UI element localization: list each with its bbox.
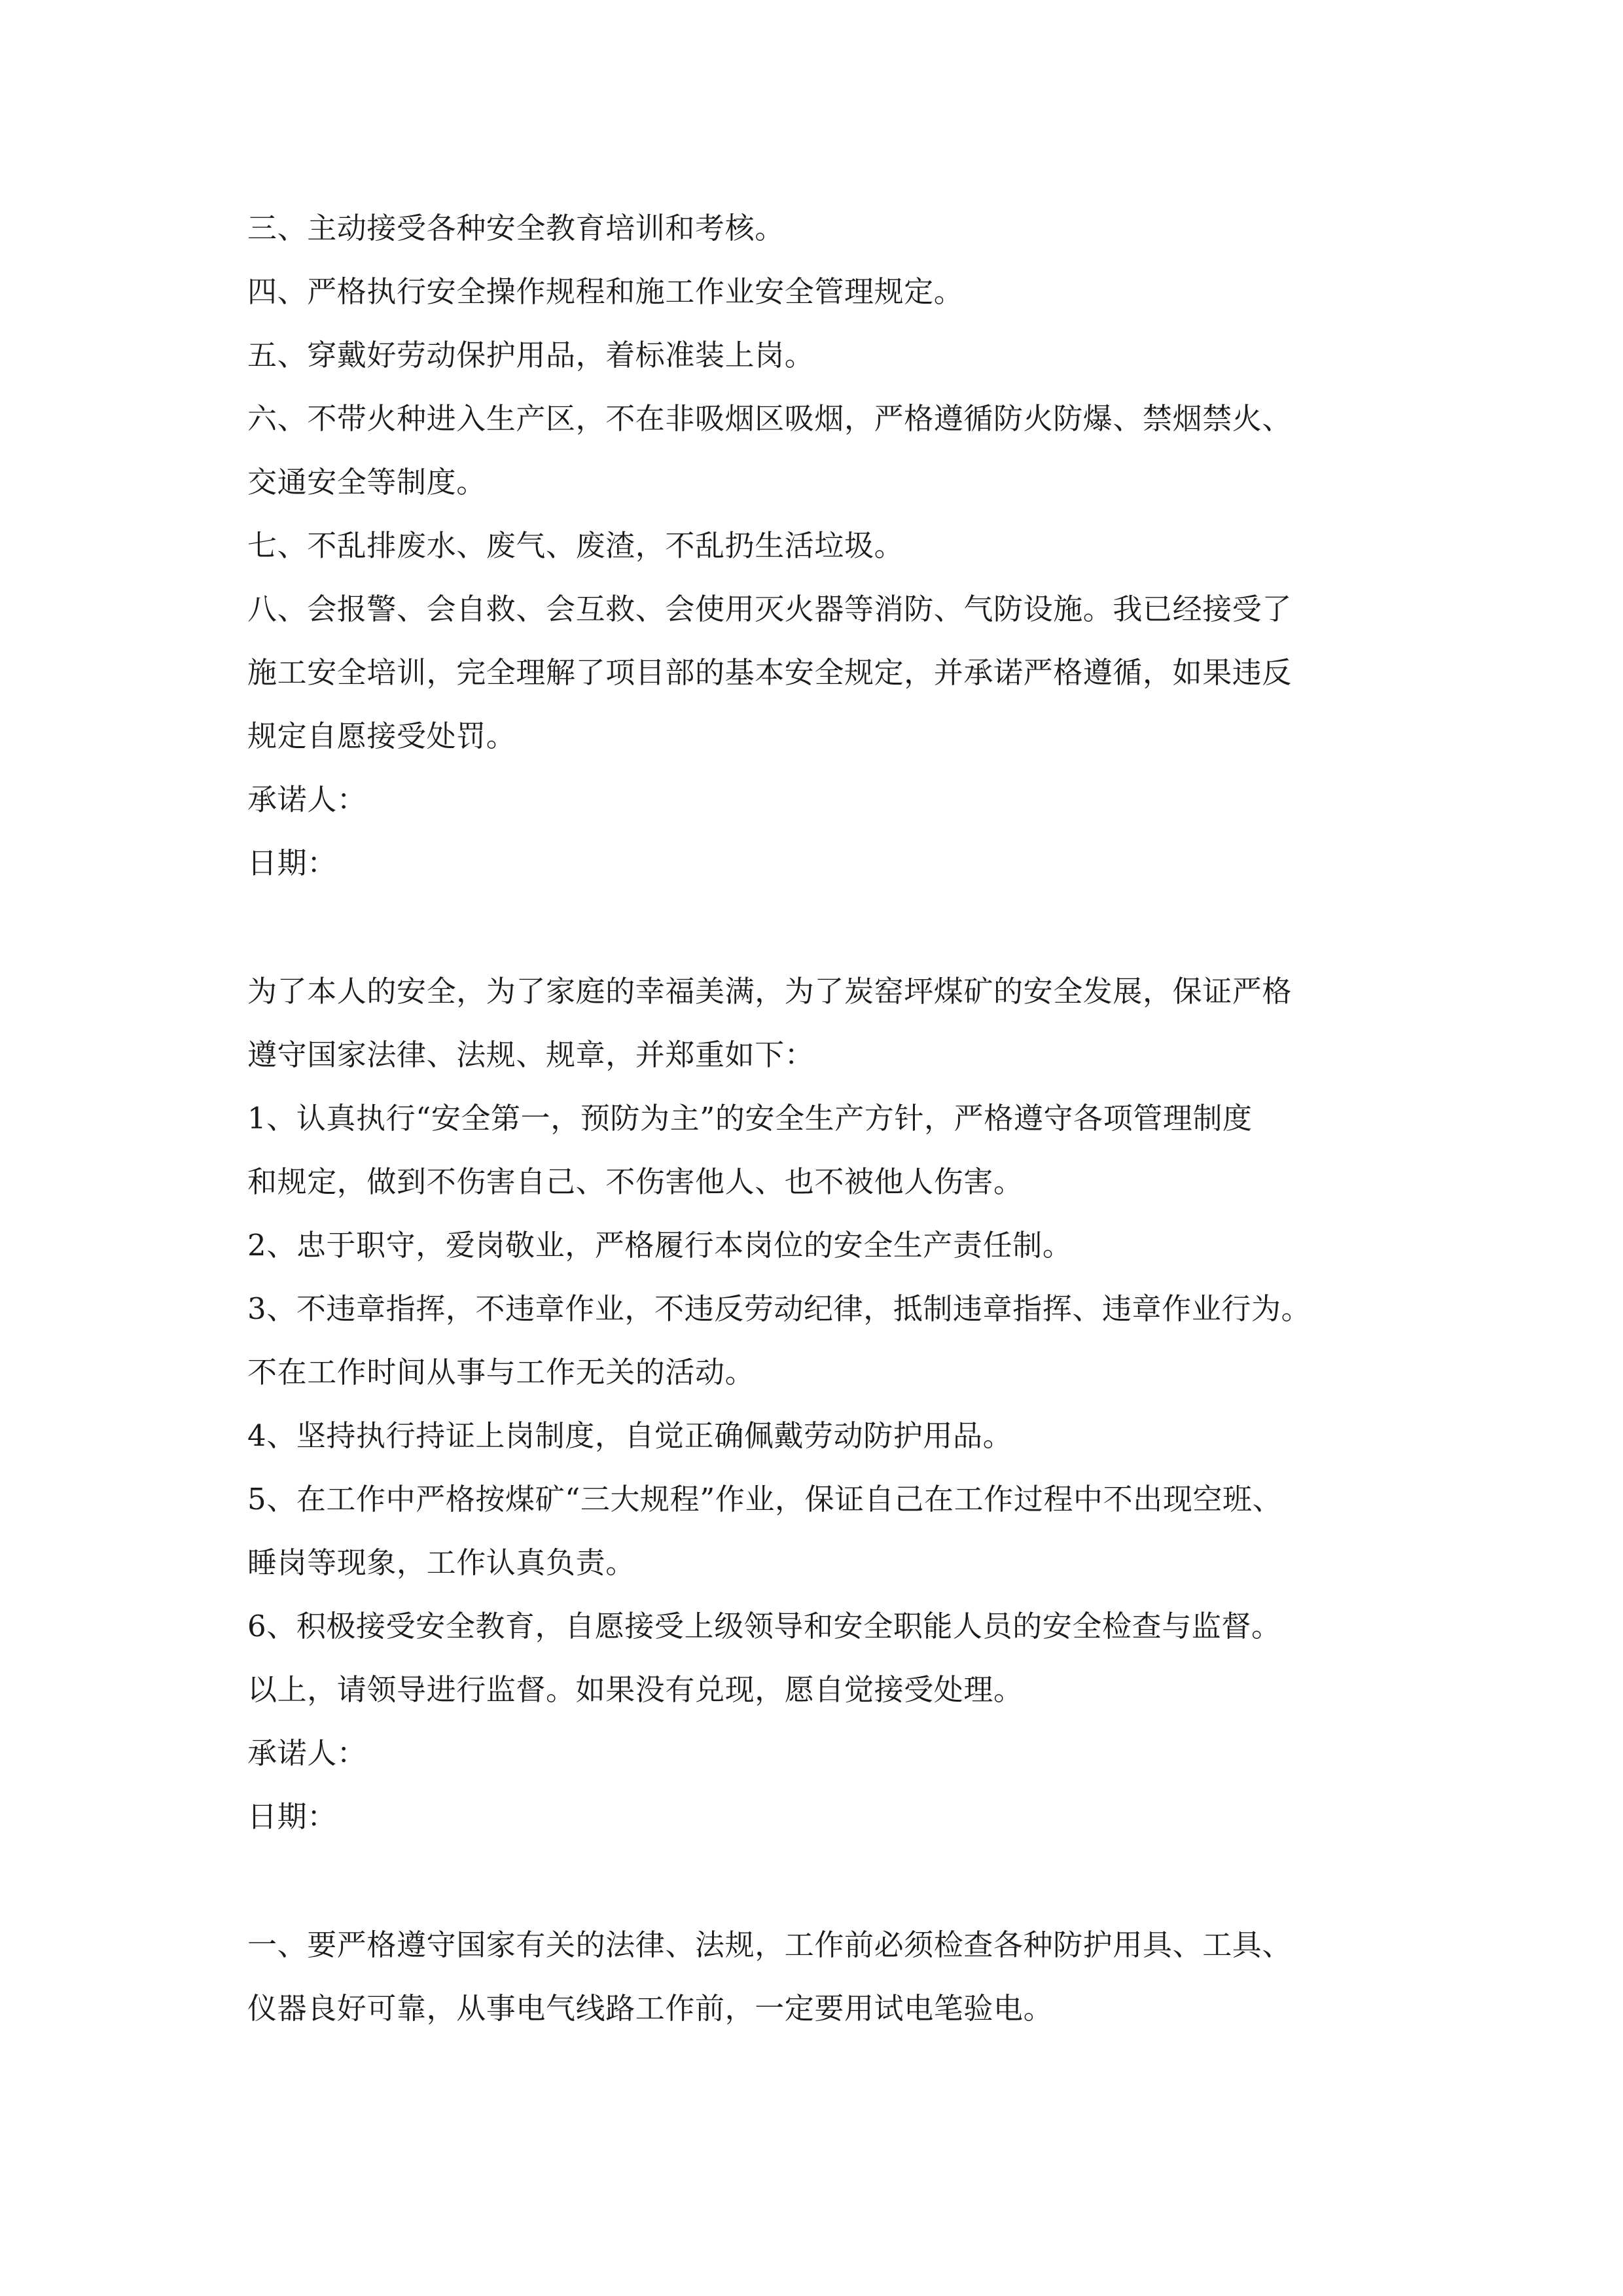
paragraph-line: 一、要严格遵守国家有关的法律、法规，工作前必须检查各种防护用具、工具、 [247,1928,1293,1962]
paragraph-line: 睡岗等现象，工作认真负责。 [247,1545,635,1580]
paragraph-line: 3、不违章指挥，不违章作业，不违反劳动纪律，抵制违章指挥、违章作业行为。 [247,1291,1311,1326]
paragraph-line: 三、主动接受各种安全教育培训和考核。 [247,211,785,245]
paragraph-line: 五、穿戴好劳动保护用品，着标准装上岗。 [247,338,815,372]
paragraph-line: 八、会报警、会自救、会互救、会使用灭火器等消防、气防设施。我已经接受了 [247,592,1293,626]
paragraph-line: 为了本人的安全，为了家庭的幸福美满，为了炭窑坪煤矿的安全发展，保证严格 [247,974,1293,1009]
paragraph-line: 四、严格执行安全操作规程和施工作业安全管理规定。 [247,274,964,309]
date-label: 日期： [247,1799,337,1834]
paragraph-line: 仪器良好可靠，从事电气线路工作前，一定要用试电笔验电。 [247,1991,1054,2026]
paragraph-line: 六、不带火种进入生产区，不在非吸烟区吸烟，严格遵循防火防爆、禁烟禁火、 [247,401,1293,436]
paragraph-line: 5、在工作中严格按煤矿“三大规程”作业，保证自己在工作过程中不出现空班、 [247,1482,1283,1516]
paragraph-line: 七、不乱排废水、废气、废渣，不乱扔生活垃圾。 [247,528,904,563]
paragraph-line: 规定自愿接受处罚。 [247,719,516,753]
paragraph-line: 以上，请领导进行监督。如果没有兑现，愿自觉接受处理。 [247,1672,1024,1707]
paragraph-line: 交通安全等制度。 [247,465,486,499]
date-label: 日期： [247,846,337,880]
signer-label: 承诺人： [247,1736,367,1770]
paragraph-line: 和规定，做到不伤害自己、不伤害他人、也不被他人伤害。 [247,1164,1024,1199]
paragraph-line: 不在工作时间从事与工作无关的活动。 [247,1355,755,1390]
paragraph-line: 1、认真执行“安全第一，预防为主”的安全生产方针，严格遵守各项管理制度 [247,1101,1253,1136]
paragraph-line: 4、坚持执行持证上岗制度，自觉正确佩戴劳动防护用品。 [247,1418,1013,1453]
paragraph-line: 遵守国家法律、法规、规章，并郑重如下： [247,1037,815,1072]
paragraph-line: 2、忠于职守，爱岗敬业，严格履行本岗位的安全生产责任制。 [247,1228,1073,1263]
paragraph-line: 施工安全培训，完全理解了项目部的基本安全规定，并承诺严格遵循，如果违反 [247,655,1293,690]
signer-label: 承诺人： [247,782,367,817]
paragraph-line: 6、积极接受安全教育，自愿接受上级领导和安全职能人员的安全检查与监督。 [247,1609,1281,1643]
